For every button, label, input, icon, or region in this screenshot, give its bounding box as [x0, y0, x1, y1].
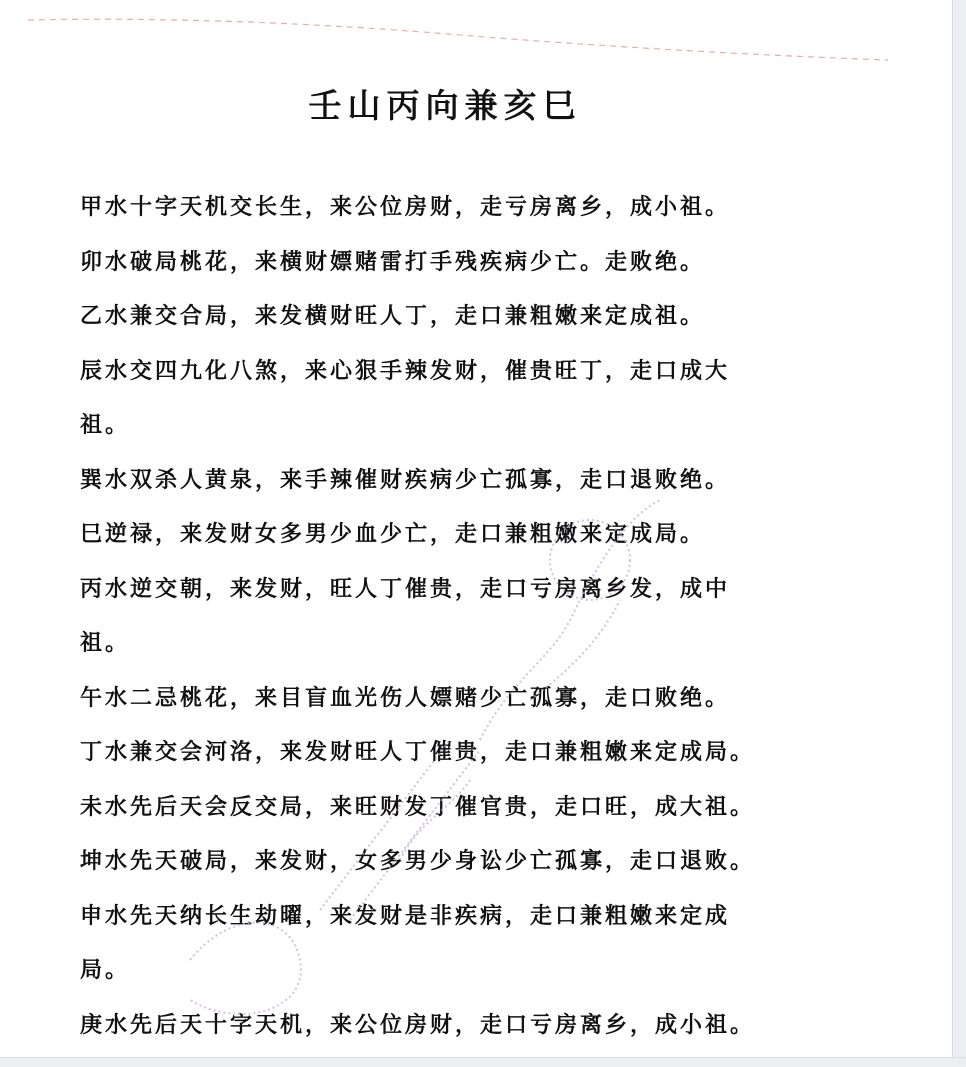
text-line: 丙水逆交朝，来发财，旺人丁催贵，走口亏房离乡发，成中 — [80, 575, 731, 602]
text-line: 申水先天纳长生劫曜，来发财是非疾病，走口兼粗嫩来定成 — [80, 902, 731, 929]
text-line: 祖。 — [80, 412, 131, 438]
text-line: 巳逆禄，来发财女多男少血少亡，走口兼粗嫩来定成局。 — [80, 521, 706, 547]
scan-edge-marks — [28, 10, 888, 70]
text-line: 辰水交四九化八煞，来心狠手辣发财，催贵旺丁，走口成大 — [80, 357, 731, 384]
document-body — [80, 180, 810, 1052]
text-line: 丁水兼交会河洛，来发财旺人丁催贵，走口兼粗嫩来定成局。 — [80, 739, 756, 765]
text-line: 甲水十字天机交长生，来公位房财，走亏房离乡，成小祖。 — [80, 194, 731, 220]
text-line: 卯水破局桃花，来横财嫖赌雷打手残疾病少亡。走败绝。 — [80, 248, 706, 275]
text-line: 局。 — [80, 957, 131, 983]
text-line: 未水先后天会反交局，来旺财发丁催官贵，走口旺，成大祖。 — [80, 793, 756, 820]
text-line: 巽水双杀人黄泉，来手辣催财疾病少亡孤寡，走口退败绝。 — [80, 466, 731, 493]
page-title: 壬山丙向兼亥巳 — [308, 86, 582, 125]
text-line: 午水二忌桃花，来目盲血光伤人嫖赌少亡孤寡，走口败绝。 — [80, 684, 731, 711]
text-line: 庚水先后天十字天机，来公位房财，走口亏房离乡，成小祖。 — [80, 1011, 756, 1038]
text-line: 乙水兼交合局，来发横财旺人丁，走口兼粗嫩来定成祖。 — [80, 303, 706, 329]
text-line: 祖。 — [80, 630, 131, 656]
text-line: 坤水先天破局，来发财，女多男少身讼少亡孤寡，走口退败。 — [80, 848, 756, 874]
viewer-right-margin — [952, 0, 966, 1066]
